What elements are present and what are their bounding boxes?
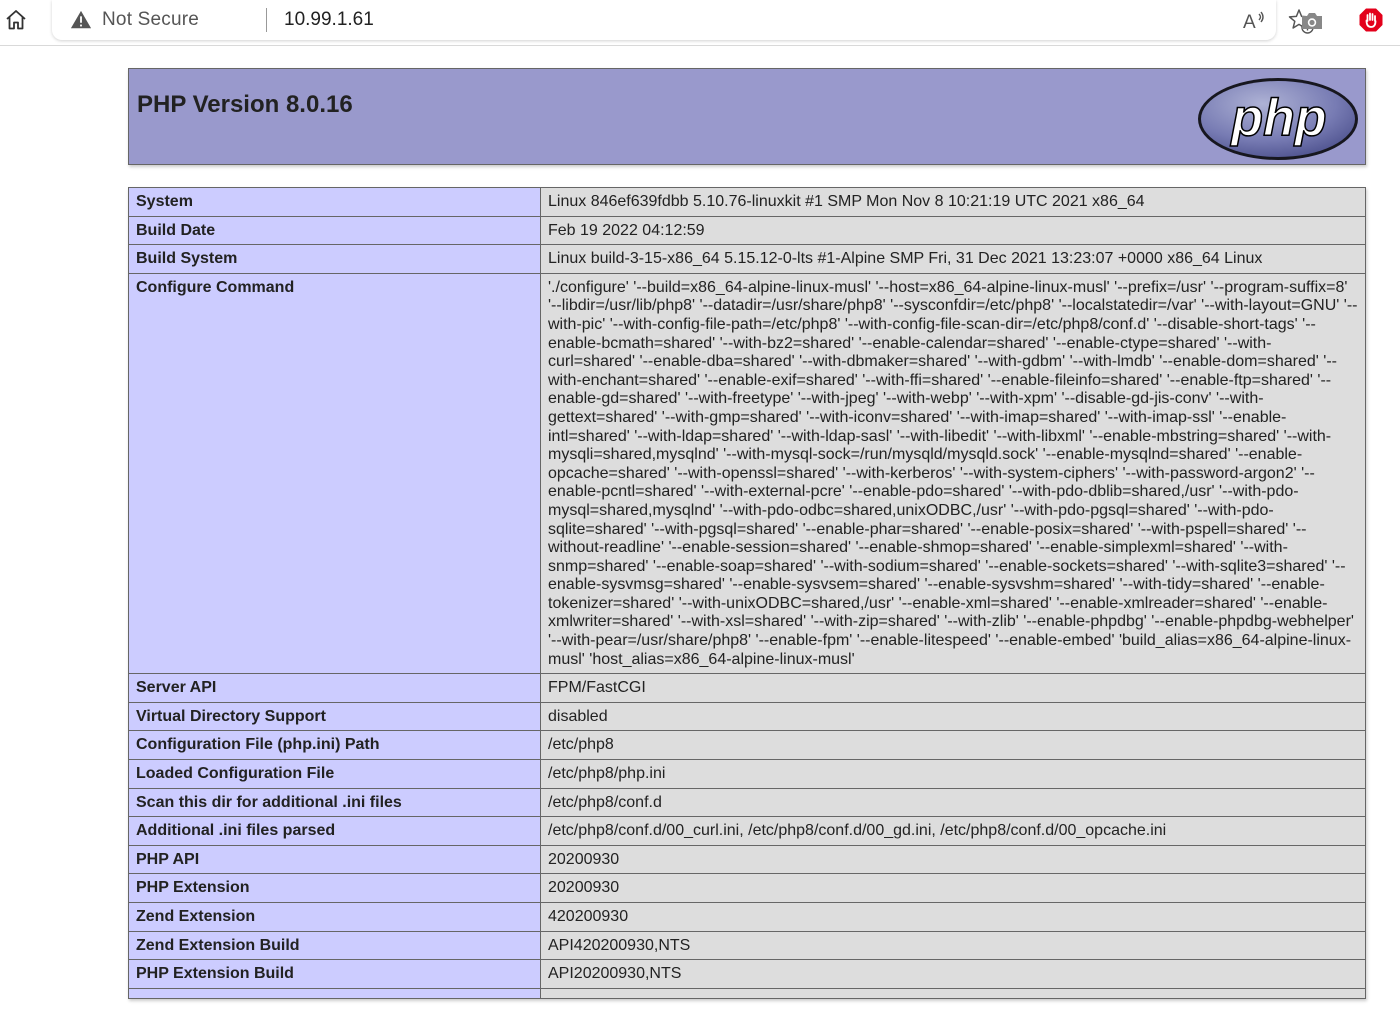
row-key: Zend Extension xyxy=(129,903,541,932)
row-value: /etc/php8/conf.d xyxy=(541,788,1366,817)
table-row xyxy=(129,903,1366,932)
table-row xyxy=(129,245,1366,274)
row-key: Additional .ini files parsed xyxy=(129,817,541,846)
table-row xyxy=(129,760,1366,789)
row-value xyxy=(541,988,1366,998)
php-version-header xyxy=(128,68,1366,165)
php-logo-text: php xyxy=(1231,89,1327,147)
read-aloud-icon[interactable] xyxy=(1242,8,1266,32)
home-icon xyxy=(4,8,28,32)
table-row xyxy=(129,674,1366,703)
row-value: disabled xyxy=(541,702,1366,731)
row-key: Loaded Configuration File xyxy=(129,760,541,789)
row-key: PHP Extension xyxy=(129,874,541,903)
row-value: Feb 19 2022 04:12:59 xyxy=(541,216,1366,245)
table-row xyxy=(129,874,1366,903)
row-key: System xyxy=(129,188,541,217)
address-separator xyxy=(266,8,267,32)
page-title: PHP Version 8.0.16 xyxy=(137,91,353,118)
table-row xyxy=(129,845,1366,874)
php-info-table xyxy=(128,187,1366,999)
table-row xyxy=(129,273,1366,673)
row-value: './configure' '--build=x86_64-alpine-linux-musl' '--host=x86_64-alpine-linux-musl' '--prefix=/usr' '--program-suffix=8' '--libdir=/usr/lib/php8' '--datadir=/usr/share/php8' '--sysconfdir=/etc/php8' '--localstatedir=/var' '--with-layout=GNU' '--with-pic' '--with-config-file-path=/etc/php8' '--with-config-file-scan-dir=/etc/php8/conf.d' '--disable-short-tags' '--enable-bcmath=shared' '--with-bz2=shared' '--enable-calendar=shared' '--enable-ctype=shared' '--with-curl=shared' '--enable-dba=shared' '--with-dbmaker=shared' '--with-gdbm' '--with-lmdb' '--enable-dom=shared' '--with-enchant=shared' '--enable-exif=shared' '--with-ffi=shared' '--enable-fileinfo=shared' '--enable-ftp=shared' '--enable-gd=shared' '--with-freetype' '--with-jpeg' '--with-webp' '--with-xpm' '--disable-gd-jis-conv' '--with-gettext=shared' '--with-gmp=shared' '--with-iconv=shared' '--with-imap=shared' '--with-imap-ssl' '--enable-intl=shared' '--with-ldap=shared' '--with-ldap-sasl' '--with-libedit' '--with-libxml' '--enable-mbstring=shared' '--with-mysqli=shared,mysqlnd' '--with-mysql-sock=/run/mysqld/mysqld.sock' '--enable-mysqlnd=shared' '--enable-opcache=shared' '--with-openssl=shared' '--with-kerberos' '--with-system-ciphers' '--with-password-argon2' '--enable-pcntl=shared' '--with-external-pcre' '--enable-pdo=shared' '--with-pdo-dblib=shared,/usr' '--with-pdo-mysql=shared,mysqlnd' '--with-pdo-odbc=shared,unixODBC,/usr' '--with-pdo-pgsql=shared' '--with-pdo-sqlite=shared' '--with-pgsql=shared' '--enable-phar=shared' '--enable-posix=shared' '--with-pspell=shared' '--without-readline' '--enable-session=shared' '--enable-shmop=shared' '--enable-simplexml=shared' '--with-snmp=shared' '--enable-soap=shared' '--with-sodium=shared' '--enable-sockets=shared' '--with-sqlite3=shared' '--enable-sysvmsg=shared' '--enable-sysvsem=shared' '--enable-sysvshm=shared' '--with-tidy=shared' '--enable-tokenizer=shared' '--with-unixODBC=shared,/usr' '--enable-xml=shared' '--enable-xmlreader=shared' '--enable-xmlwriter=shared' '--with-xsl=shared' '--with-zip=shared' '--with-zlib' '--enable-phpdbg' '--enable-phpdbg-webhelper' '--with-pear=/usr/share/php8' '--enable-fpm' '--enable-litespeed' '--enable-embed' 'build_alias=x86_64-alpine-linux-musl' 'host_alias=x86_64-alpine-linux-musl' xyxy=(541,273,1366,673)
row-key: Zend Extension Build xyxy=(129,931,541,960)
row-value: 420200930 xyxy=(541,903,1366,932)
table-row xyxy=(129,788,1366,817)
row-value: /etc/php8 xyxy=(541,731,1366,760)
row-key: PHP Extension Build xyxy=(129,960,541,989)
home-button[interactable] xyxy=(2,6,30,34)
extension-icon[interactable] xyxy=(1358,7,1384,33)
svg-text:A: A xyxy=(1243,12,1256,32)
row-value: Linux build-3-15-x86_64 5.15.12-0-lts #1-Alpine SMP Fri, 31 Dec 2021 13:23:07 +0000 x86_64 Linux xyxy=(541,245,1366,274)
row-key: PHP API xyxy=(129,845,541,874)
row-key: Virtual Directory Support xyxy=(129,702,541,731)
table-row xyxy=(129,817,1366,846)
table-row xyxy=(129,702,1366,731)
row-value: /etc/php8/php.ini xyxy=(541,760,1366,789)
row-key: Configure Command xyxy=(129,273,541,673)
phpinfo-container xyxy=(128,68,1366,999)
table-row xyxy=(129,188,1366,217)
php-logo[interactable] xyxy=(1197,77,1359,161)
row-key: Build Date xyxy=(129,216,541,245)
table-row xyxy=(129,216,1366,245)
row-value: API420200930,NTS xyxy=(541,931,1366,960)
row-key: Server API xyxy=(129,674,541,703)
row-key: Configuration File (php.ini) Path xyxy=(129,731,541,760)
table-row xyxy=(129,731,1366,760)
row-value: API20200930,NTS xyxy=(541,960,1366,989)
row-value: 20200930 xyxy=(541,845,1366,874)
row-value: /etc/php8/conf.d/00_curl.ini, /etc/php8/conf.d/00_gd.ini, /etc/php8/conf.d/00_opcache.ini xyxy=(541,817,1366,846)
table-row xyxy=(129,960,1366,989)
security-label[interactable]: Not Secure xyxy=(102,9,200,30)
row-value: FPM/FastCGI xyxy=(541,674,1366,703)
row-value: Linux 846ef639fdbb 5.10.76-linuxkit #1 SMP Mon Nov 8 10:21:19 UTC 2021 x86_64 xyxy=(541,188,1366,217)
table-row xyxy=(129,988,1366,998)
url-text[interactable]: 10.99.1.61 xyxy=(284,9,374,30)
row-key: Build System xyxy=(129,245,541,274)
row-value: 20200930 xyxy=(541,874,1366,903)
address-bar[interactable] xyxy=(52,0,1276,40)
row-key: Scan this dir for additional .ini files xyxy=(129,788,541,817)
table-row xyxy=(129,931,1366,960)
browser-toolbar xyxy=(0,0,1400,46)
row-key xyxy=(129,988,541,998)
warning-icon[interactable] xyxy=(70,9,92,31)
screenshot-icon[interactable] xyxy=(1300,10,1324,32)
